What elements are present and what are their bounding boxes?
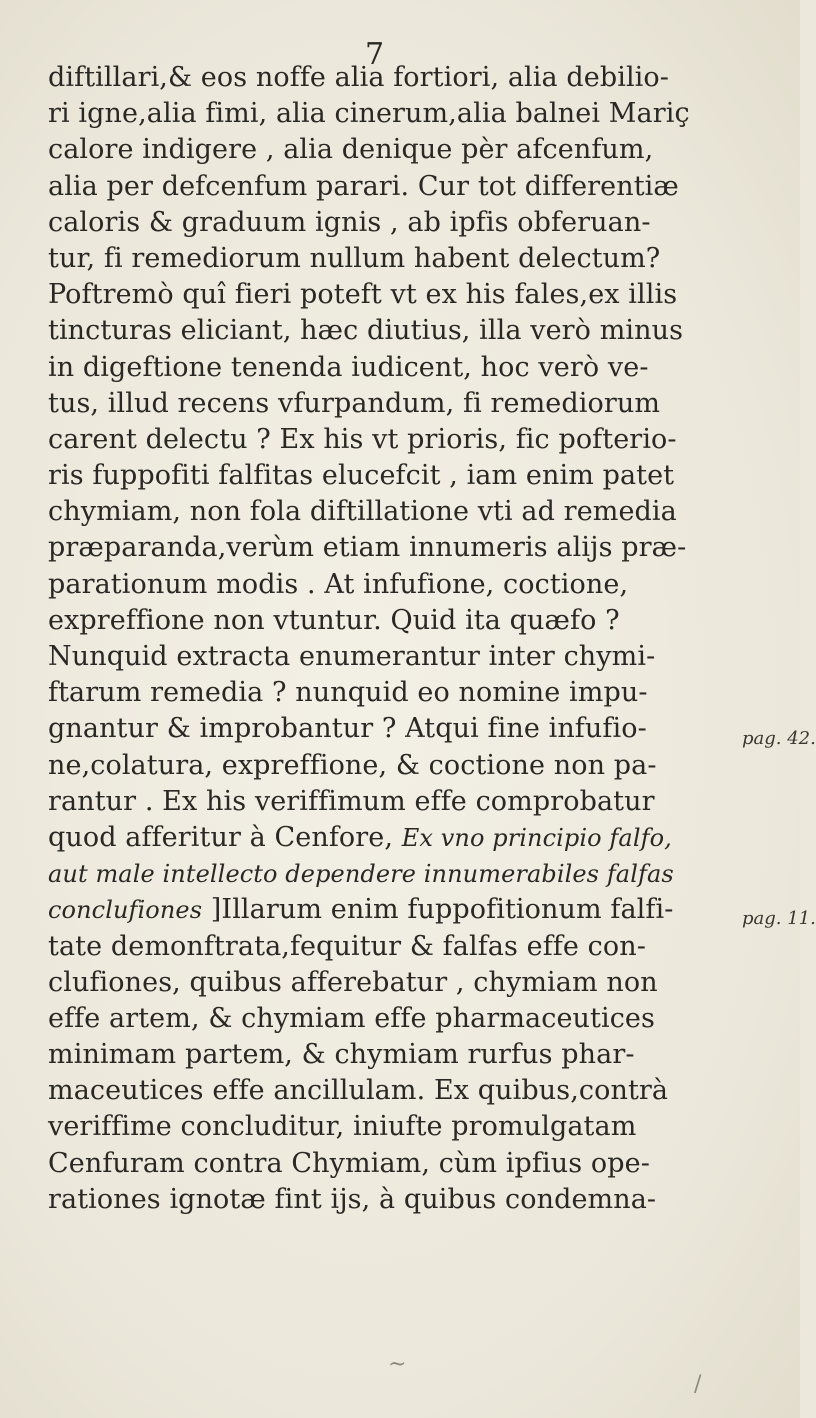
text-line: præparanda,verùm etiam innumeris alijs præ- [48, 532, 687, 564]
margin-note: pag. 11. [742, 908, 816, 929]
text-line: calore indigere , alia denique pèr afcenfum, [48, 134, 654, 166]
text-line: carent delectu ? Ex his vt prioris, fic pofterio- [48, 423, 677, 455]
text-line: ri igne,alia fimi, alia cinerum,alia balnei Mariç [48, 98, 690, 130]
text-line: conclufiones ]Illarum enim fuppofitionum falfi- [48, 892, 738, 928]
text-line: in digeftione tenenda iudicent, hoc verò ve- [48, 351, 649, 383]
text-line: veriffime concluditur, iniufte promulgatam [48, 1111, 637, 1143]
text-line: expreffione non vtuntur. Quid ita quæfo ? [48, 604, 620, 636]
italic-quote: conclufiones [48, 896, 203, 925]
text-line: parationum modis . At infufione, coctione, [48, 568, 629, 600]
text-line [48, 856, 738, 892]
text-line: tus, illud recens vfurpandum, fi remediorum [48, 387, 661, 419]
text-line: alia per defcenfum parari. Cur tot differentiæ [48, 170, 679, 202]
text-line: effe artem, & chymiam effe pharmaceutices [48, 1002, 655, 1034]
text-line: rationes ignotæ fint ijs, à quibus condemna- [48, 1183, 657, 1215]
text-line: Nunquid extracta enumerantur inter chymi- [48, 641, 656, 672]
text-line: tincturas eliciant, hæc diutius, illa verò minus [48, 315, 684, 347]
text-line: gnantur & improbantur ? Atqui fine infufio- [48, 713, 647, 745]
text-line: caloris & graduum ignis , ab ipfis obferuan- [48, 206, 651, 238]
ink-mark: ~ [388, 1352, 407, 1377]
text-line: ris fuppofiti falfitas elucefcit , iam enim patet [48, 460, 675, 492]
text-line: minimam partem, & chymiam rurfus phar- [48, 1039, 635, 1071]
text-line: Cenfuram contra Chymiam, cùm ipfius ope- [48, 1147, 650, 1179]
text-line: clufiones, quibus afferebatur , chymiam non [48, 966, 658, 998]
ink-mark: / [694, 1372, 702, 1397]
text-line: ftarum remedia ? nunquid eo nomine impu- [48, 677, 648, 709]
margin-note: pag. 42. [742, 728, 816, 749]
italic-quote: Ex vno principio falfo, [401, 823, 672, 852]
text-line: tur, fi remediorum nullum habent delectum? [48, 242, 661, 274]
text-line: rantur . Ex his veriffimum effe comprobatur [48, 785, 655, 817]
text-line: ne,colatura, expreffione, & coctione non pa- [48, 749, 657, 781]
text-line: tate demonftrata,fequitur & falfas effe con- [48, 930, 646, 962]
text-block [48, 60, 738, 1218]
text-line: Poftremò quî fieri poteft vt ex his fales,ex illis [48, 279, 678, 311]
text-line: diftillari,& eos noffe alia fortiori, alia debilio- [48, 62, 669, 93]
italic-quote: aut male intellecto dependere innumerabiles falfas [48, 860, 674, 889]
page-number: 7 [365, 37, 385, 72]
text-line: quod afferitur à Cenfore, Ex vno principio falfo, [48, 820, 738, 856]
text-line: maceutices effe ancillulam. Ex quibus,contrà [48, 1075, 669, 1107]
text-line: chymiam, non fola diftillatione vti ad remedia [48, 496, 677, 528]
